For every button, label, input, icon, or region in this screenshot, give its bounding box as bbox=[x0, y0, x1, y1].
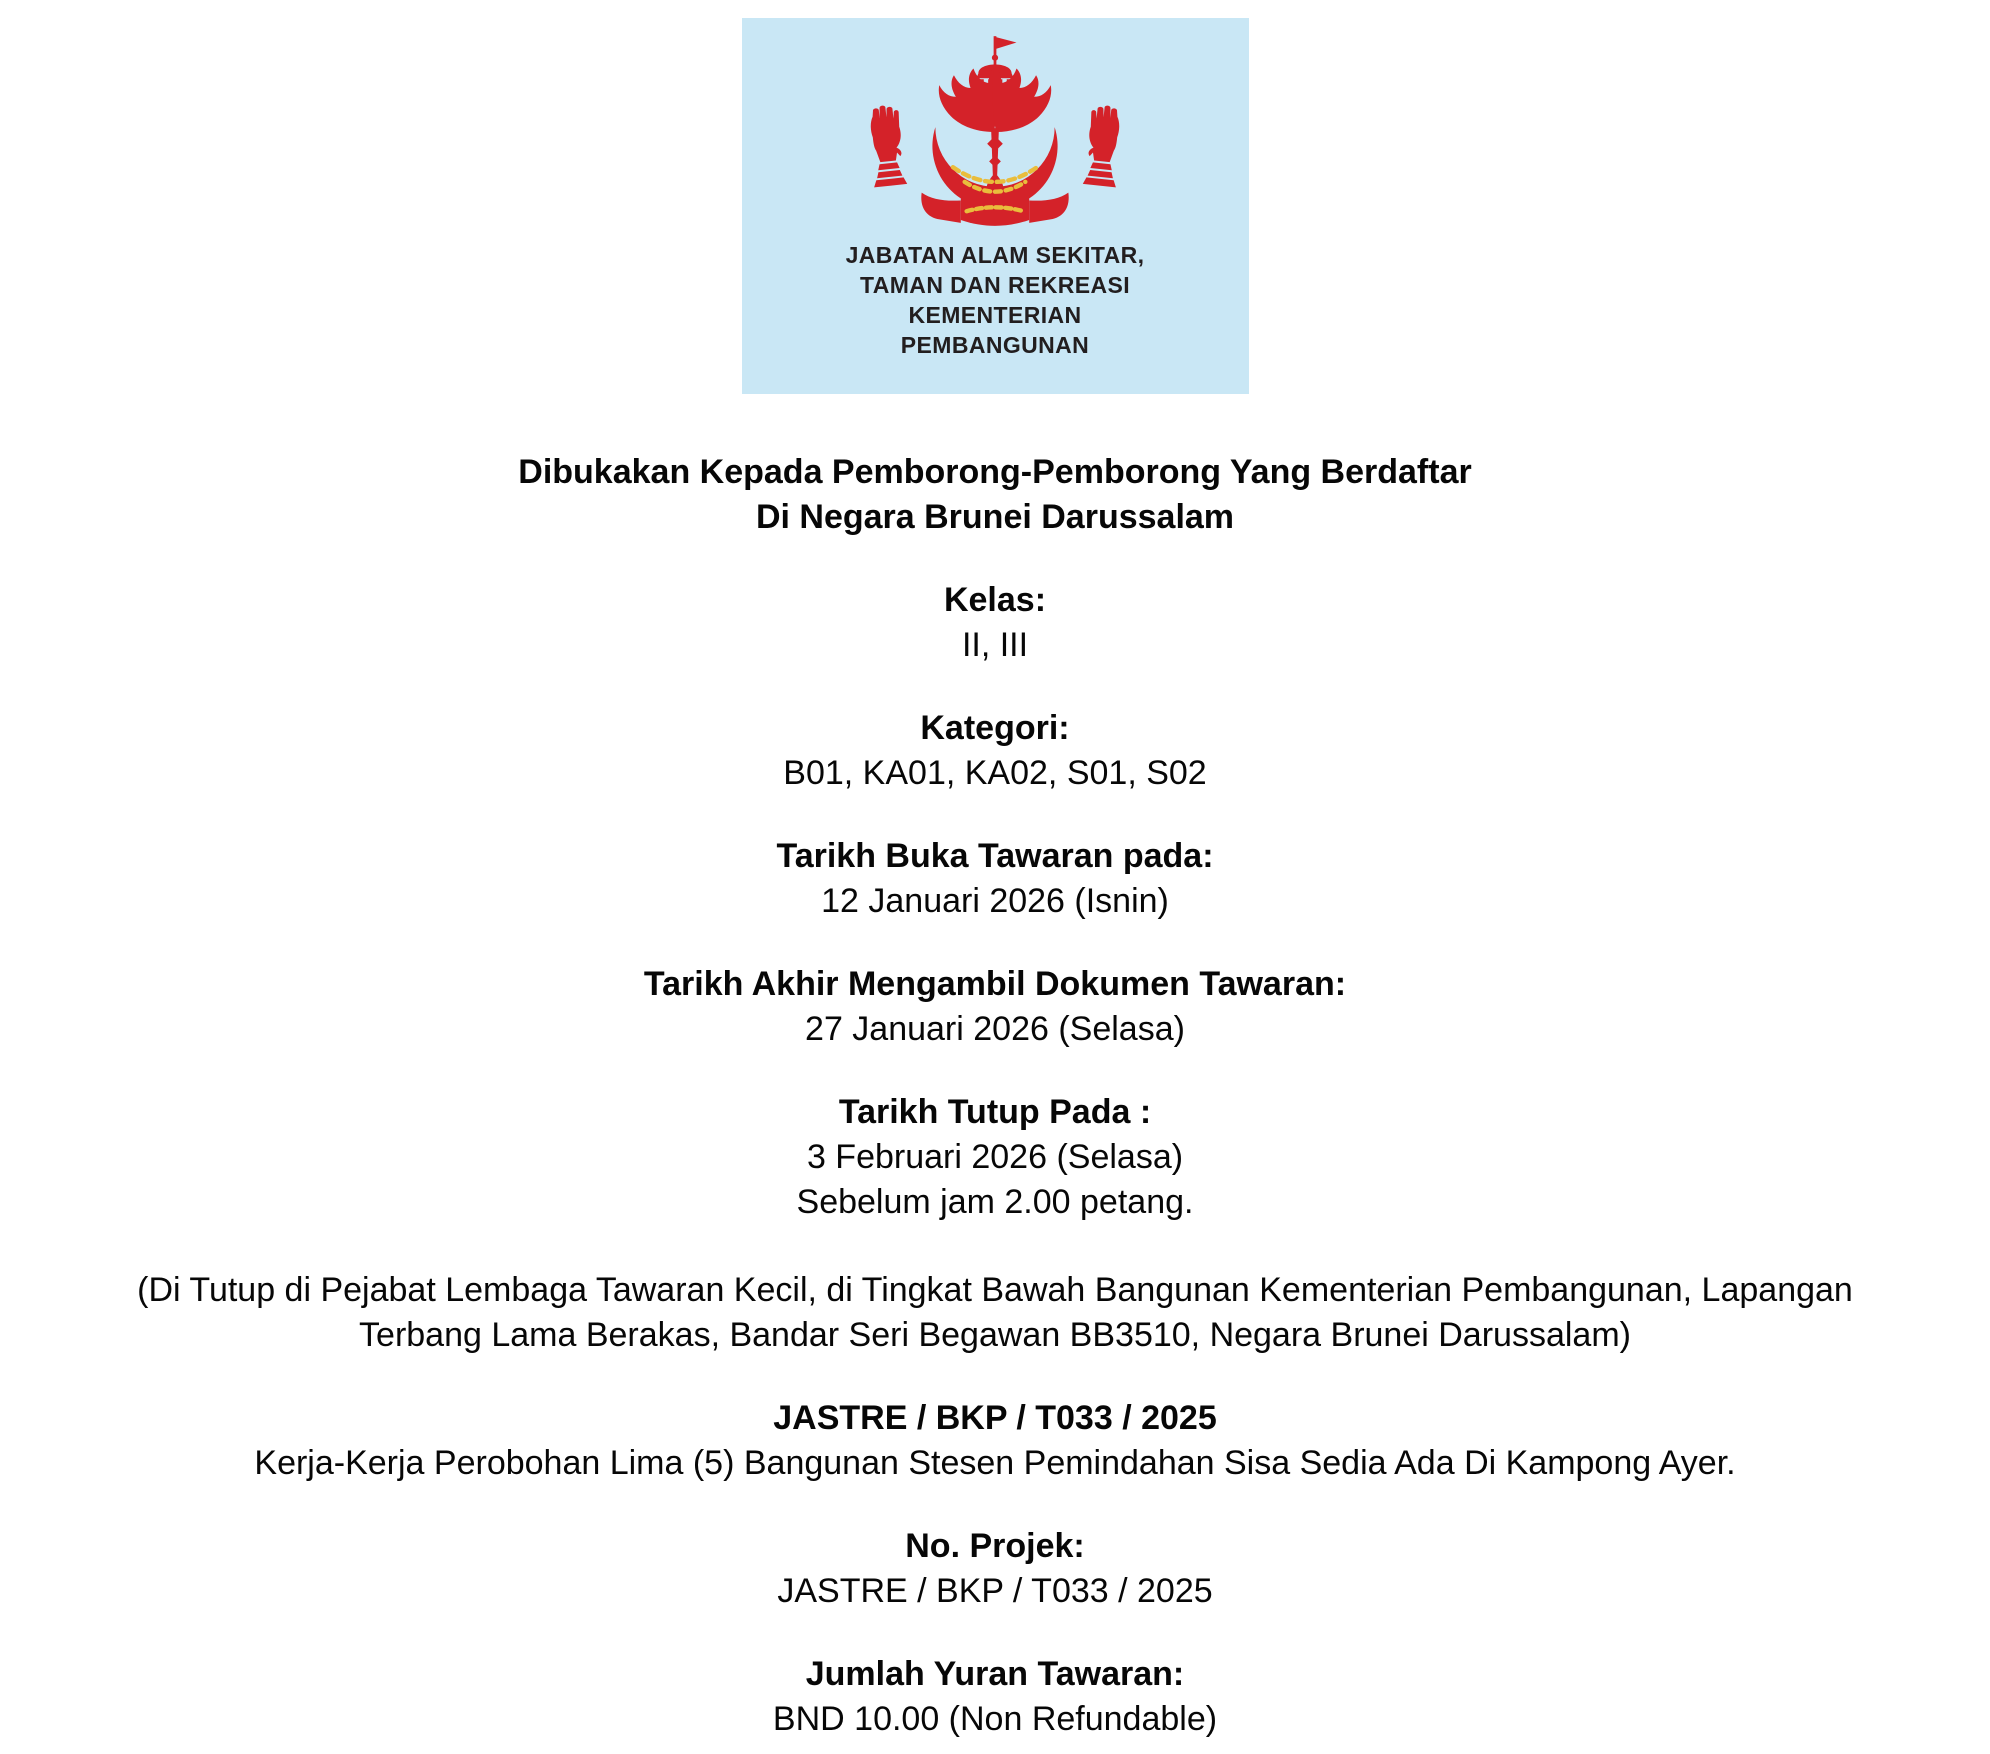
section-tarikh-buka bbox=[0, 834, 1990, 924]
brunei-crest-icon bbox=[863, 34, 1127, 230]
tarikh-tutup-time: Sebelum jam 2.00 petang. bbox=[796, 1183, 1194, 1221]
no-projek-label: No. Projek: bbox=[905, 1527, 1085, 1565]
tarikh-tutup-value: 3 Februari 2026 (Selasa) bbox=[806, 1138, 1184, 1176]
agency-name-line: KEMENTERIAN bbox=[908, 302, 1082, 328]
section-tarikh-tutup bbox=[0, 1090, 1990, 1225]
intro-line: Di Negara Brunei Darussalam bbox=[755, 498, 1235, 536]
section-no-projek bbox=[0, 1524, 1990, 1614]
intro-line: Dibukakan Kepada Pemborong-Pemborong Yang Berdaftar bbox=[518, 453, 1472, 491]
kelas-label: Kelas: bbox=[943, 581, 1047, 619]
section-tarikh-akhir bbox=[0, 962, 1990, 1052]
kategori-label: Kategori: bbox=[920, 709, 1070, 747]
section-tender-ref bbox=[0, 1396, 1990, 1486]
section-kategori bbox=[0, 706, 1990, 796]
agency-name-line: JABATAN ALAM SEKITAR, bbox=[845, 242, 1145, 268]
section-intro bbox=[0, 450, 1990, 540]
tender-ref: JASTRE / BKP / T033 / 2025 bbox=[773, 1399, 1217, 1437]
tarikh-buka-value: 12 Januari 2026 (Isnin) bbox=[821, 882, 1169, 920]
tarikh-akhir-label: Tarikh Akhir Mengambil Dokumen Tawaran: bbox=[643, 965, 1347, 1003]
section-kelas bbox=[0, 578, 1990, 668]
agency-name-line: PEMBANGUNAN bbox=[900, 332, 1090, 358]
tender-title: Kerja-Kerja Perobohan Lima (5) Bangunan Stesen Pemindahan Sisa Sedia Ada Di Kampong Ayer. bbox=[254, 1444, 1736, 1482]
tarikh-buka-label: Tarikh Buka Tawaran pada: bbox=[776, 837, 1214, 875]
no-projek-value: JASTRE / BKP / T033 / 2025 bbox=[777, 1572, 1213, 1610]
kategori-value: B01, KA01, KA02, S01, S02 bbox=[783, 754, 1207, 792]
notice-body bbox=[0, 450, 1990, 1742]
section-yuran bbox=[0, 1652, 1990, 1742]
closing-location-line: (Di Tutup di Pejabat Lembaga Tawaran Kecil, di Tingkat Bawah Bangunan Kementerian Pembangunan, Lapangan bbox=[137, 1271, 1853, 1309]
yuran-value: BND 10.00 (Non Refundable) bbox=[772, 1700, 1218, 1738]
tarikh-tutup-label: Tarikh Tutup Pada : bbox=[838, 1093, 1152, 1131]
kelas-value: II, III bbox=[961, 626, 1029, 664]
tarikh-akhir-value: 27 Januari 2026 (Selasa) bbox=[805, 1010, 1185, 1048]
closing-location-line: Terbang Lama Berakas, Bandar Seri Begawan BB3510, Negara Brunei Darussalam) bbox=[359, 1316, 1631, 1354]
yuran-label: Jumlah Yuran Tawaran: bbox=[805, 1655, 1185, 1693]
section-closing-location bbox=[0, 1268, 1990, 1358]
agency-name bbox=[742, 240, 1249, 360]
agency-header-box bbox=[742, 18, 1249, 394]
agency-name-line: TAMAN DAN REKREASI bbox=[860, 272, 1130, 298]
